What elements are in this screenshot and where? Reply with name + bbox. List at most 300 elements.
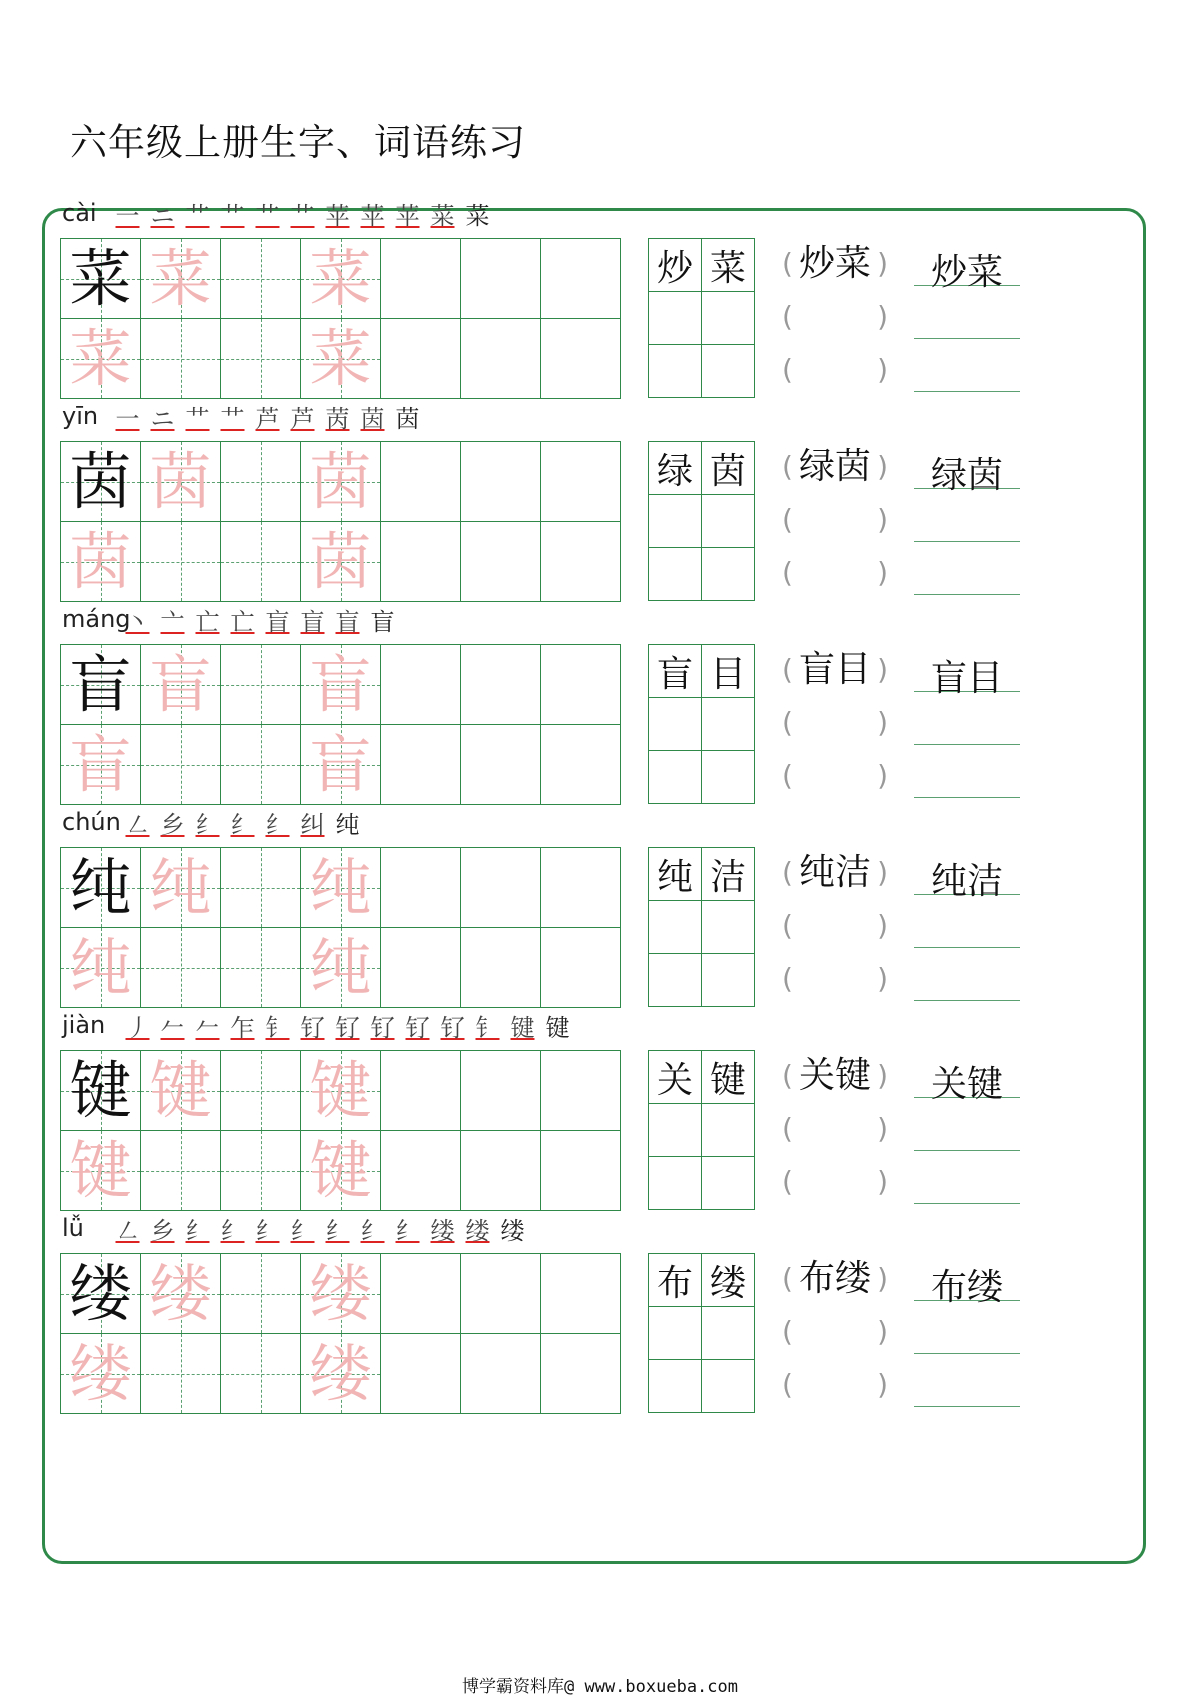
stroke-step: ニ [150, 201, 175, 230]
footer-watermark: 博学霸资料库@ www.boxueba.com [462, 1677, 738, 1697]
paren-open: ( [782, 247, 793, 280]
writing-cell[interactable] [540, 238, 621, 319]
paren-open: ( [782, 856, 793, 889]
word-cell[interactable] [648, 1253, 702, 1307]
paren-blank [782, 1056, 888, 1096]
writing-cell[interactable] [220, 1333, 301, 1414]
paren-close: ) [877, 706, 888, 739]
grid-guide-horizontal [141, 562, 220, 563]
word-cell[interactable] [701, 953, 755, 1007]
writing-cell[interactable] [540, 847, 621, 928]
answer-line[interactable] [914, 1149, 1020, 1151]
answer-line[interactable] [914, 796, 1020, 798]
answer-word: 绿茵 [930, 455, 1003, 496]
word-character: 茵 [709, 450, 746, 492]
paren-word: 绿茵 [798, 446, 871, 487]
trace-character: 菜 [309, 321, 372, 395]
writing-cell[interactable] [300, 1130, 381, 1211]
writing-cell[interactable] [540, 1253, 621, 1334]
word-cell[interactable] [648, 344, 702, 398]
paren-open: ( [782, 909, 793, 942]
model-character: 盲 [69, 647, 132, 721]
writing-cell[interactable] [380, 318, 461, 399]
answer-line[interactable] [914, 1405, 1020, 1407]
writing-cell[interactable] [380, 1253, 461, 1334]
word-cell[interactable] [648, 547, 702, 601]
paren-word: 盲目 [798, 649, 871, 690]
trace-character: 茵 [69, 524, 132, 598]
word-cell[interactable] [648, 441, 702, 495]
pinyin-label: lǚ [62, 1214, 84, 1242]
word-grid [648, 1050, 756, 1224]
writing-cell[interactable] [460, 724, 541, 805]
stroke-step: 纟 [325, 1216, 350, 1245]
word-cell[interactable] [701, 441, 755, 495]
word-cell[interactable] [648, 1359, 702, 1413]
pinyin-label: chún [62, 808, 121, 836]
writing-cell[interactable] [220, 644, 301, 725]
writing-cell[interactable] [60, 1050, 141, 1131]
model-character: 键 [69, 1053, 132, 1127]
writing-cell[interactable] [380, 724, 461, 805]
writing-cell[interactable] [460, 318, 541, 399]
paren-blank[interactable] [782, 756, 888, 796]
writing-cell[interactable] [140, 318, 221, 399]
word-grid [648, 1253, 756, 1427]
pinyin-label: máng [62, 605, 131, 633]
paren-blank[interactable] [782, 500, 888, 540]
stroke-step: ㇜ [115, 1216, 140, 1245]
writing-cell[interactable] [300, 644, 381, 725]
word-character: 目 [709, 653, 746, 695]
writing-cell[interactable] [380, 927, 461, 1008]
paren-close: ) [877, 1059, 888, 1092]
writing-cell[interactable] [380, 521, 461, 602]
writing-cell[interactable] [60, 521, 141, 602]
tian-grid [60, 847, 671, 1021]
writing-cell[interactable] [380, 1333, 461, 1414]
stroke-step: 纯 [335, 810, 360, 839]
answer-line[interactable] [914, 390, 1020, 392]
writing-cell[interactable] [140, 1333, 221, 1414]
writing-cell[interactable] [300, 521, 381, 602]
paren-close: ) [877, 759, 888, 792]
paren-open: ( [782, 1262, 793, 1295]
paren-close: ) [877, 962, 888, 995]
word-cell[interactable] [701, 1306, 755, 1360]
word-cell[interactable] [648, 847, 702, 901]
grid-guide-horizontal [141, 1171, 220, 1172]
writing-cell[interactable] [140, 927, 221, 1008]
grid-guide-horizontal [141, 359, 220, 360]
paren-close: ) [877, 247, 888, 280]
stroke-step: 缕 [430, 1216, 455, 1245]
paren-open: ( [782, 706, 793, 739]
word-cell[interactable] [648, 291, 702, 345]
writing-cell[interactable] [460, 1333, 541, 1414]
answer-line[interactable] [914, 540, 1020, 542]
grid-guide-horizontal [221, 1171, 300, 1172]
paren-close: ) [877, 856, 888, 889]
stroke-step: 键 [510, 1013, 535, 1042]
writing-cell[interactable] [140, 1050, 221, 1131]
writing-cell[interactable] [380, 1130, 461, 1211]
word-cell[interactable] [701, 1156, 755, 1210]
word-grid [648, 238, 756, 412]
paren-blank [782, 447, 888, 487]
pinyin-label: jiàn [62, 1011, 106, 1039]
paren-close: ) [877, 909, 888, 942]
word-cell[interactable] [648, 750, 702, 804]
paren-open: ( [782, 759, 793, 792]
stroke-step: 𠂉 [160, 1013, 185, 1042]
writing-cell[interactable] [140, 724, 221, 805]
trace-character: 缕 [309, 1256, 372, 1330]
answer-line[interactable] [914, 337, 1020, 339]
writing-cell[interactable] [380, 1050, 461, 1131]
writing-cell[interactable] [460, 1130, 541, 1211]
stroke-order [120, 600, 400, 638]
paren-blank[interactable] [782, 1365, 888, 1405]
trace-character: 茵 [309, 444, 372, 518]
stroke-step: 纟 [230, 810, 255, 839]
paren-blank[interactable] [782, 297, 888, 337]
trace-character: 盲 [69, 727, 132, 801]
writing-cell[interactable] [220, 441, 301, 522]
char-section [60, 194, 1120, 414]
word-cell[interactable] [701, 644, 755, 698]
trace-character: 缕 [149, 1256, 212, 1330]
paren-blank [782, 1259, 888, 1299]
stroke-step: 纟 [195, 810, 220, 839]
paren-blank[interactable] [782, 350, 888, 390]
writing-cell[interactable] [540, 644, 621, 725]
word-cell[interactable] [648, 900, 702, 954]
writing-cell[interactable] [380, 644, 461, 725]
stroke-step: 纟 [185, 1216, 210, 1245]
word-cell[interactable] [648, 494, 702, 548]
writing-cell[interactable] [460, 521, 541, 602]
trace-character: 键 [69, 1133, 132, 1207]
paren-close: ) [877, 653, 888, 686]
stroke-step: 一 [115, 404, 140, 433]
paren-blank[interactable] [782, 1109, 888, 1149]
stroke-step: 丿 [125, 1013, 150, 1042]
writing-cell[interactable] [540, 521, 621, 602]
writing-cell[interactable] [380, 847, 461, 928]
writing-cell[interactable] [220, 1130, 301, 1211]
stroke-step: 纟 [265, 810, 290, 839]
word-cell[interactable] [701, 847, 755, 901]
word-cell[interactable] [701, 547, 755, 601]
writing-cell[interactable] [540, 927, 621, 1008]
writing-cell[interactable] [300, 927, 381, 1008]
answer-line[interactable] [914, 1352, 1020, 1354]
paren-blank[interactable] [782, 1162, 888, 1202]
word-character: 绿 [656, 450, 693, 492]
writing-cell[interactable] [460, 1253, 541, 1334]
word-cell[interactable] [648, 1156, 702, 1210]
stroke-step: 纟 [360, 1216, 385, 1245]
word-cell[interactable] [648, 1306, 702, 1360]
writing-cell[interactable] [300, 238, 381, 319]
word-cell[interactable] [648, 644, 702, 698]
stroke-step: 茵 [395, 404, 420, 433]
grid-guide-horizontal [221, 359, 300, 360]
trace-character: 盲 [309, 727, 372, 801]
writing-cell[interactable] [140, 847, 221, 928]
paren-open: ( [782, 1112, 793, 1145]
writing-cell[interactable] [220, 724, 301, 805]
model-character: 纯 [69, 850, 132, 924]
answer-line[interactable] [914, 1202, 1020, 1204]
trace-character: 键 [309, 1133, 372, 1207]
word-cell[interactable] [701, 238, 755, 292]
stroke-step: 𠂉 [195, 1013, 220, 1042]
paren-close: ) [877, 353, 888, 386]
writing-cell[interactable] [220, 927, 301, 1008]
stroke-step: 钅 [265, 1013, 290, 1042]
char-section [60, 803, 1120, 1023]
writing-cell[interactable] [60, 318, 141, 399]
word-cell[interactable] [648, 697, 702, 751]
paren-open: ( [782, 1368, 793, 1401]
paren-blank[interactable] [782, 906, 888, 946]
grid-guide-horizontal [221, 765, 300, 766]
model-character: 菜 [69, 241, 132, 315]
trace-character: 菜 [149, 241, 212, 315]
stroke-step: 纟 [255, 1216, 280, 1245]
stroke-step: 芦 [290, 404, 315, 433]
word-character: 布 [656, 1262, 693, 1304]
writing-cell[interactable] [60, 1130, 141, 1211]
writing-cell[interactable] [540, 1130, 621, 1211]
paren-open: ( [782, 962, 793, 995]
writing-cell[interactable] [540, 318, 621, 399]
word-cell[interactable] [701, 697, 755, 751]
trace-character: 键 [149, 1053, 212, 1127]
writing-cell[interactable] [140, 1253, 221, 1334]
pinyin-label: yīn [62, 402, 99, 430]
paren-word: 关键 [798, 1055, 871, 1096]
paren-close: ) [877, 556, 888, 589]
writing-cell[interactable] [60, 1333, 141, 1414]
writing-cell[interactable] [460, 1050, 541, 1131]
writing-cell[interactable] [60, 1253, 141, 1334]
stroke-step: 亡 [230, 607, 255, 636]
word-cell[interactable] [701, 291, 755, 345]
answer-word: 炒菜 [930, 252, 1003, 293]
answer-word: 关键 [930, 1064, 1003, 1105]
grid-guide-horizontal [141, 1374, 220, 1375]
writing-cell[interactable] [60, 724, 141, 805]
writing-cell[interactable] [540, 441, 621, 522]
word-cell[interactable] [701, 344, 755, 398]
stroke-step: 亡 [195, 607, 220, 636]
word-cell[interactable] [701, 750, 755, 804]
stroke-step: 艹 [220, 404, 245, 433]
word-cell[interactable] [701, 900, 755, 954]
writing-cell[interactable] [220, 318, 301, 399]
stroke-step: 艹 [220, 201, 245, 230]
writing-cell[interactable] [60, 847, 141, 928]
writing-cell[interactable] [300, 847, 381, 928]
stroke-order [110, 397, 425, 435]
answer-line[interactable] [914, 743, 1020, 745]
writing-cell[interactable] [60, 927, 141, 1008]
writing-cell[interactable] [140, 1130, 221, 1211]
writing-cell[interactable] [460, 847, 541, 928]
grid-guide-horizontal [221, 562, 300, 563]
writing-cell[interactable] [140, 644, 221, 725]
word-cell[interactable] [701, 1253, 755, 1307]
grid-guide-horizontal [221, 1294, 300, 1295]
paren-open: ( [782, 1059, 793, 1092]
paren-open: ( [782, 1315, 793, 1348]
word-grid [648, 644, 756, 818]
paren-close: ) [877, 300, 888, 333]
stroke-step: 丶 [125, 607, 150, 636]
stroke-step: 盲 [335, 607, 360, 636]
stroke-step: 缕 [500, 1216, 525, 1245]
stroke-step: 钅 [475, 1013, 500, 1042]
paren-word: 布缕 [798, 1258, 871, 1299]
paren-close: ) [877, 450, 888, 483]
writing-cell[interactable] [60, 441, 141, 522]
trace-character: 纯 [69, 930, 132, 1004]
grid-guide-horizontal [141, 968, 220, 969]
writing-cell[interactable] [220, 1050, 301, 1131]
grid-guide-horizontal [221, 1091, 300, 1092]
stroke-step: ㇜ [125, 810, 150, 839]
paren-blank [782, 244, 888, 284]
writing-cell[interactable] [540, 1050, 621, 1131]
answer-line[interactable] [914, 946, 1020, 948]
writing-cell[interactable] [300, 441, 381, 522]
answer-word: 纯洁 [930, 861, 1003, 902]
tian-grid [60, 1253, 671, 1427]
grid-guide-horizontal [221, 482, 300, 483]
word-cell[interactable] [648, 1103, 702, 1157]
answer-word: 布缕 [930, 1267, 1003, 1308]
answer-line[interactable] [914, 593, 1020, 595]
stroke-step: 茵 [360, 404, 385, 433]
paren-blank[interactable] [782, 959, 888, 999]
paren-open: ( [782, 653, 793, 686]
trace-character: 茵 [309, 524, 372, 598]
word-character: 纯 [656, 856, 693, 898]
writing-cell[interactable] [220, 1253, 301, 1334]
paren-close: ) [877, 1368, 888, 1401]
writing-cell[interactable] [380, 441, 461, 522]
writing-cell[interactable] [60, 644, 141, 725]
writing-cell[interactable] [300, 318, 381, 399]
word-cell[interactable] [701, 494, 755, 548]
writing-cell[interactable] [140, 441, 221, 522]
writing-cell[interactable] [540, 724, 621, 805]
answer-word: 盲目 [930, 658, 1003, 699]
writing-cell[interactable] [300, 1333, 381, 1414]
writing-cell[interactable] [300, 1253, 381, 1334]
stroke-step: 菜 [465, 201, 490, 230]
writing-cell[interactable] [220, 238, 301, 319]
answer-line[interactable] [914, 999, 1020, 1001]
stroke-step: 纟 [395, 1216, 420, 1245]
char-section [60, 1006, 1120, 1226]
stroke-step: 艹 [185, 201, 210, 230]
stroke-step: 苹 [325, 201, 350, 230]
word-cell[interactable] [701, 1050, 755, 1104]
stroke-order [110, 1209, 530, 1247]
stroke-step: 钌 [300, 1013, 325, 1042]
stroke-step: 苹 [395, 201, 420, 230]
word-character: 键 [709, 1059, 746, 1101]
word-cell[interactable] [648, 1050, 702, 1104]
stroke-step: 键 [545, 1013, 570, 1042]
stroke-order [120, 803, 365, 841]
stroke-step: ニ [150, 404, 175, 433]
word-cell[interactable] [648, 953, 702, 1007]
word-cell[interactable] [701, 1103, 755, 1157]
writing-cell[interactable] [140, 238, 221, 319]
writing-cell[interactable] [220, 847, 301, 928]
word-character: 洁 [709, 856, 746, 898]
trace-character: 盲 [149, 647, 212, 721]
writing-cell[interactable] [380, 238, 461, 319]
writing-cell[interactable] [300, 724, 381, 805]
model-character: 茵 [69, 444, 132, 518]
stroke-step: 缕 [465, 1216, 490, 1245]
grid-guide-horizontal [221, 888, 300, 889]
stroke-step: 乍 [230, 1013, 255, 1042]
writing-cell[interactable] [140, 521, 221, 602]
writing-cell[interactable] [460, 927, 541, 1008]
writing-cell[interactable] [460, 238, 541, 319]
stroke-step: 乡 [150, 1216, 175, 1245]
stroke-step: 钌 [440, 1013, 465, 1042]
writing-cell[interactable] [460, 644, 541, 725]
paren-blank[interactable] [782, 703, 888, 743]
stroke-step: 艹 [255, 201, 280, 230]
writing-cell[interactable] [300, 1050, 381, 1131]
paren-open: ( [782, 300, 793, 333]
stroke-step: 盲 [265, 607, 290, 636]
word-cell[interactable] [648, 238, 702, 292]
stroke-step: 苹 [360, 201, 385, 230]
paren-blank[interactable] [782, 1312, 888, 1352]
writing-cell[interactable] [60, 238, 141, 319]
paren-open: ( [782, 503, 793, 536]
paren-close: ) [877, 503, 888, 536]
tian-grid [60, 441, 671, 615]
trace-character: 缕 [69, 1336, 132, 1410]
char-section [60, 600, 1120, 820]
trace-character: 纯 [309, 850, 372, 924]
stroke-step: 苪 [325, 404, 350, 433]
writing-cell[interactable] [460, 441, 541, 522]
paren-blank [782, 853, 888, 893]
writing-cell[interactable] [220, 521, 301, 602]
grid-guide-horizontal [221, 968, 300, 969]
writing-cell[interactable] [540, 1333, 621, 1414]
stroke-order [110, 194, 495, 232]
paren-blank[interactable] [782, 553, 888, 593]
grid-guide-horizontal [221, 1374, 300, 1375]
stroke-step: 乡 [160, 810, 185, 839]
word-cell[interactable] [701, 1359, 755, 1413]
grid-guide-horizontal [221, 685, 300, 686]
stroke-step: 钌 [370, 1013, 395, 1042]
